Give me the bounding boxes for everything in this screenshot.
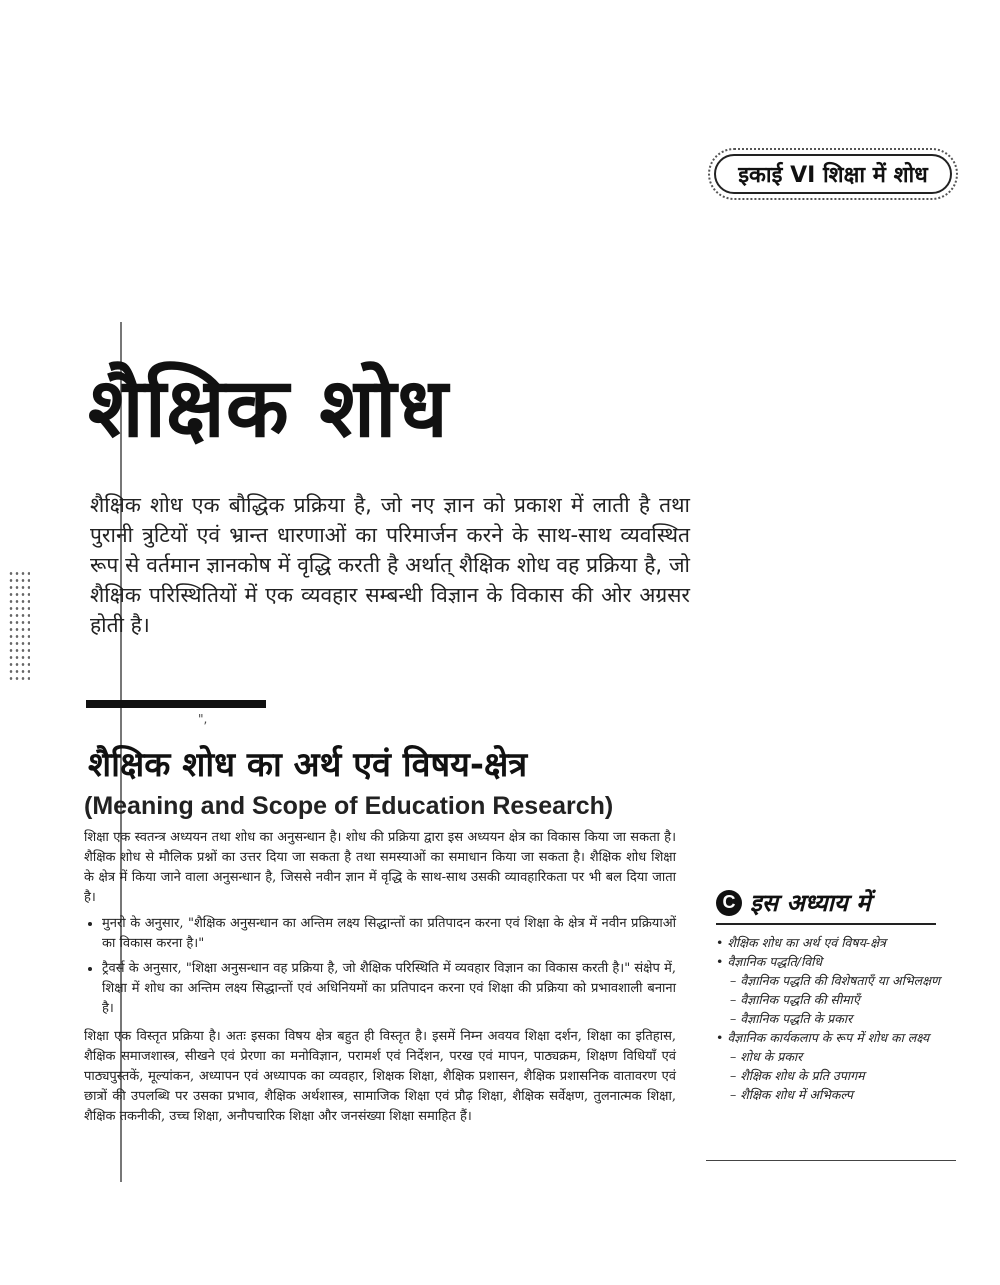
contents-subitem: – वैज्ञानिक पद्धति की सीमाएँ	[726, 990, 964, 1009]
contents-subitem: – शैक्षिक शोध के प्रति उपागम	[726, 1066, 964, 1085]
sidebar-bottom-rule	[706, 1160, 956, 1161]
contents-subitem: – वैज्ञानिक पद्धति की विशेषताएँ या अभिलक्षण	[726, 971, 964, 990]
unit-badge-label: इकाई VI शिक्षा में शोध	[738, 163, 928, 188]
contents-item: • शैक्षिक शोध का अर्थ एवं विषय-क्षेत्र	[716, 933, 964, 952]
section-body	[84, 828, 676, 1133]
contents-subitem: – शोध के प्रकार	[726, 1047, 964, 1066]
definition-munro: • मुनरो के अनुसार, "शैक्षिक अनुसन्धान का अन्तिम लक्ष्य सिद्धान्तों का प्रतिपादन करना एवं शिक्षा के क्षेत्र में नवीन प्रक्रियाओं का विकास करना है।"	[102, 914, 676, 954]
definition-travers: • ट्रैवर्स के अनुसार, "शिक्षा अनुसन्धान वह प्रक्रिया है, जो शैक्षिक परिस्थिति में व्यवहार विज्ञान का विकास करती है।" संक्षेप में, शिक्षा में शोध का अन्तिम लक्ष्य सिद्धान्तों एवं अधिनियमों का प्रतिपादन करना एवं शिक्षा की प्रक्रिया को प्रभावशाली बनाना है।	[102, 959, 676, 1019]
contents-subitem: – वैज्ञानिक पद्धति के प्रकार	[726, 1009, 964, 1028]
section-title: शैक्षिक शोध का अर्थ एवं विषय-क्षेत्र	[88, 745, 528, 785]
copyright-icon: C	[716, 890, 742, 916]
contents-subitem: – शैक्षिक शोध में अभिकल्प	[726, 1085, 964, 1104]
body-paragraph-2: शिक्षा एक विस्तृत प्रक्रिया है। अतः इसका विषय क्षेत्र बहुत ही विस्तृत है। इसमें निम्न अवयव शिक्षा दर्शन, शिक्षा का इतिहास, शैक्षिक समाजशास्त्र, सीखने एवं प्रेरणा का मनोविज्ञान, परामर्श एवं निर्देशन, परख एवं मापन, पाठ्यक्रम, शिक्षण विधियाँ एवं पाठ्यपुस्तकें, मूल्यांकन, अध्यापन एवं अध्यापक का व्यवहार, शिक्षक शिक्षा, शैक्षिक प्रशासन, शैक्षिक प्रशासनिक वातावरण एवं छात्रों की उपलब्धि पर उसका प्रभाव, शैक्षिक अर्थशास्त्र, सामाजिक शिक्षा एवं प्रौढ़ शिक्षा, शैक्षिक सर्वेक्षण, तुलनात्मक शिक्षा, शैक्षिक तकनीकी, उच्च शिक्षा, अनौपचारिक शिक्षा और जनसंख्या शिक्षा समाहित हैं।	[84, 1029, 676, 1124]
sidebar-title: इस अध्याय में	[750, 889, 871, 917]
divider-tick-mark: ",	[198, 712, 208, 726]
section-divider-bar	[86, 700, 266, 708]
unit-badge	[708, 148, 958, 200]
chapter-title: शैक्षिक शोध	[88, 361, 449, 456]
sidebar-rule	[716, 923, 936, 925]
section-subtitle: (Meaning and Scope of Education Research)	[84, 792, 614, 820]
contents-item: • वैज्ञानिक कार्यकलाप के रूप में शोध का लक्ष्य	[716, 1028, 964, 1047]
definition-list	[84, 914, 676, 1019]
sidebar-header	[716, 886, 964, 919]
contents-item: • वैज्ञानिक पद्धति/विधि	[716, 952, 964, 971]
chapter-contents-box	[716, 886, 964, 1104]
edge-dots	[8, 570, 30, 680]
body-paragraph-1: शिक्षा एक स्वतन्त्र अध्ययन तथा शोध का अनुसन्धान है। शोध की प्रक्रिया द्वारा इस अध्ययन क्षेत्र का विकास किया जा सकता है। शैक्षिक शोध से मौलिक प्रश्नों का उत्तर दिया जा सकता है तथा समस्याओं का समाधान किया जा सकता है। शैक्षिक शोध शिक्षा के क्षेत्र में किया जाने वाला अनुसन्धान है, जिससे नवीन ज्ञान में वृद्धि के साथ-साथ उसकी व्यावहारिकता पर भी बल दिया जाता है।	[84, 830, 676, 905]
intro-paragraph: शैक्षिक शोध एक बौद्धिक प्रक्रिया है, जो नए ज्ञान को प्रकाश में लाती है तथा पुरानी त्रुटियों एवं भ्रान्त धारणाओं का परिमार्जन करने के साथ-साथ व्यवस्थित रूप से वर्तमान ज्ञानकोष में वृद्धि करती है अर्थात् शैक्षिक शोध वह प्रक्रिया है, जो शैक्षिक परिस्थितियों में एक व्यवहार सम्बन्धी विज्ञान के विकास की ओर अग्रसर होती है।	[90, 493, 690, 637]
contents-list	[716, 933, 964, 1104]
